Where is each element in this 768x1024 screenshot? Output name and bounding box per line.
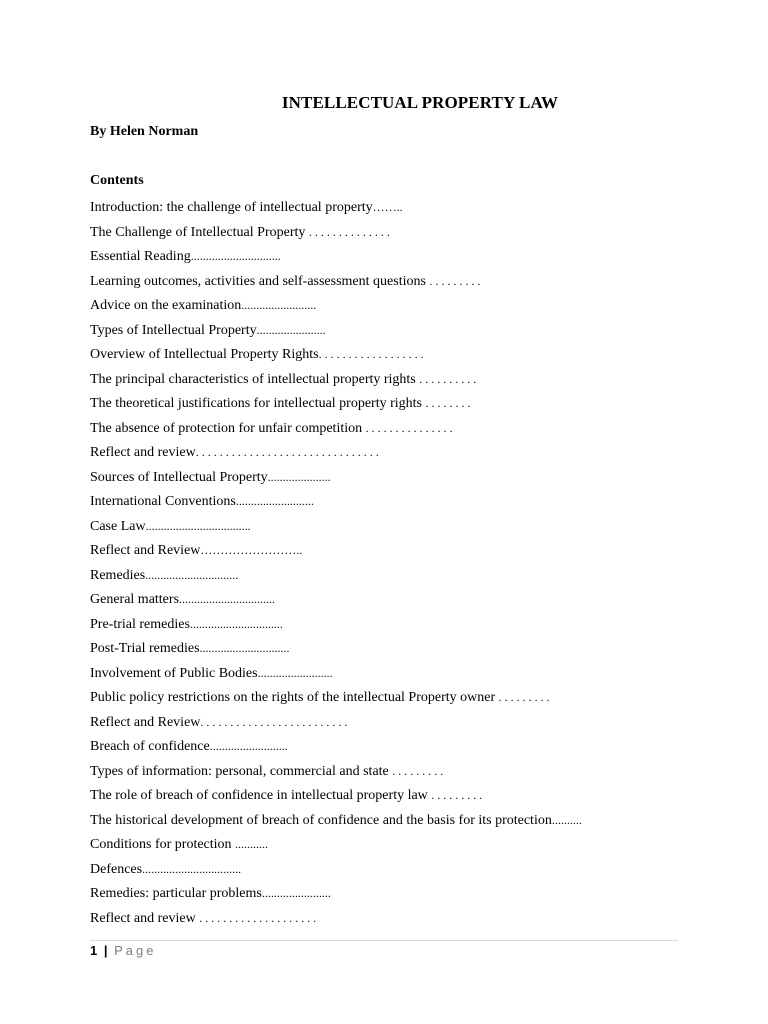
toc-entry[interactable] <box>90 759 582 784</box>
toc-entry-text: International Conventions <box>90 494 236 509</box>
toc-entry-leader: . . . . . . . . . . <box>419 371 477 386</box>
toc-entry-leader: ......................... <box>257 665 333 680</box>
toc-entry-text: Public policy restrictions on the rights of the intellectual Property owner <box>90 690 499 705</box>
toc-entry-leader: . . . . . . . . . . . . . . . . . . . . <box>199 910 317 925</box>
toc-entry[interactable] <box>90 710 582 735</box>
toc-entry[interactable] <box>90 783 582 808</box>
toc-entry-leader: .............................. <box>190 249 281 263</box>
toc-entry-text: Essential Reading <box>90 249 191 264</box>
toc-entry-text: The historical development of breach of confidence and the basis for its protection <box>90 812 552 828</box>
toc-entry-text: General matters <box>90 592 180 607</box>
toc-entry-leader: . . . . . . . . . . . . . . <box>308 224 390 239</box>
toc-entry[interactable] <box>90 881 582 906</box>
toc-entry[interactable] <box>90 906 582 931</box>
toc-entry-text: Pre-trial remedies <box>90 616 190 632</box>
toc-entry[interactable] <box>90 220 582 245</box>
toc-entry-leader: . . . . . . . . . <box>498 690 550 704</box>
toc-entry-text: Overview of Intellectual Property Rights <box>90 347 319 362</box>
toc-entry[interactable] <box>90 734 582 759</box>
toc-entry-leader: ................................... <box>145 518 251 533</box>
toc-entry-text: The role of breach of confidence in intellectual property law <box>90 788 432 803</box>
toc-entry[interactable] <box>90 563 582 588</box>
toc-entry-text: Types of information: personal, commercial and state <box>90 763 393 779</box>
toc-entry-leader: .............................. <box>199 641 290 655</box>
toc-entry-leader: ........... <box>235 837 269 851</box>
toc-entry-text: Remedies: particular problems <box>90 886 262 901</box>
toc-entry[interactable] <box>90 465 582 490</box>
toc-entry[interactable] <box>90 587 582 612</box>
toc-entry-text: The principal characteristics of intellectual property rights <box>90 371 420 387</box>
toc-entry-leader: . . . . . . . . . . . . . . . . . . . . . . . . . . . . . . . <box>195 445 379 459</box>
toc-entry-text: Case Law <box>90 518 146 534</box>
toc-entry-text: Conditions for protection <box>90 837 236 852</box>
toc-entry-text: Breach of confidence <box>90 739 210 754</box>
toc-entry-text: The absence of protection for unfair competition <box>90 420 366 436</box>
toc-entry[interactable] <box>90 612 582 637</box>
toc-entry-text: The Challenge of Intellectual Property <box>90 224 309 240</box>
toc-entry-text: Advice on the examination <box>90 298 242 313</box>
toc-entry-leader: ....................... <box>261 886 331 900</box>
toc-entry-leader: ............................... <box>189 616 283 631</box>
toc-entry-leader: …………………….. <box>200 543 303 557</box>
toc-entry-leader: ................................ <box>179 592 276 606</box>
toc-entry-text: Defences <box>90 861 143 877</box>
toc-entry-text: Learning outcomes, activities and self-assessment questions <box>90 273 430 289</box>
toc-entry-text: The theoretical justifications for intellectual property rights <box>90 396 426 411</box>
toc-entry-text: Introduction: the challenge of intellectual property <box>90 200 373 215</box>
toc-entry-leader: ......................... <box>241 298 317 312</box>
page-footer <box>90 943 157 958</box>
toc-entry[interactable] <box>90 269 582 294</box>
toc-entry[interactable] <box>90 514 582 539</box>
toc-entry-leader: ................................. <box>142 861 242 876</box>
toc-entry[interactable] <box>90 293 582 318</box>
toc-entry[interactable] <box>90 440 582 465</box>
toc-entry[interactable] <box>90 857 582 882</box>
toc-entry-text: Reflect and Review <box>90 714 201 730</box>
toc-entry[interactable] <box>90 538 582 563</box>
toc-entry-text: Reflect and Review <box>90 543 201 558</box>
page-number: 1 <box>90 943 98 958</box>
toc-entry-text: Post-Trial remedies <box>90 641 200 656</box>
toc-entry-text: Sources of Intellectual Property <box>90 469 268 485</box>
toc-entry-text: Types of Intellectual Property <box>90 322 257 338</box>
toc-entry[interactable] <box>90 808 582 833</box>
toc-entry-leader: .......... <box>551 812 582 827</box>
toc-entry-leader: . . . . . . . . . <box>392 763 444 778</box>
footer-separator: | <box>103 943 108 958</box>
toc-entry-leader: ..................... <box>267 469 331 484</box>
toc-entry-text: Reflect and review <box>90 910 200 926</box>
toc-entry[interactable] <box>90 661 582 686</box>
footer-divider <box>90 940 678 941</box>
toc-entry-leader: . . . . . . . . . <box>429 273 481 288</box>
document-author: By Helen Norman <box>90 124 199 139</box>
toc-entry[interactable] <box>90 195 582 220</box>
toc-entry-leader: . . . . . . . . . . . . . . . <box>365 420 453 435</box>
page-label: Page <box>114 943 157 958</box>
toc-entry-text: Reflect and review <box>90 445 196 460</box>
toc-entry-leader: . . . . . . . . . <box>431 788 483 802</box>
toc-entry[interactable] <box>90 489 582 514</box>
toc-entry-leader: ............................... <box>145 567 239 582</box>
toc-entry[interactable] <box>90 416 582 441</box>
toc-entry-text: Remedies <box>90 567 146 583</box>
toc-entry-leader: .......................... <box>209 739 288 753</box>
toc-entry-leader: ....................... <box>256 322 326 337</box>
toc-entry[interactable] <box>90 318 582 343</box>
toc-entry[interactable] <box>90 367 582 392</box>
document-title: INTELLECTUAL PROPERTY LAW <box>281 93 559 112</box>
contents-heading: Contents <box>90 173 144 188</box>
toc-entry[interactable] <box>90 391 582 416</box>
toc-entry[interactable] <box>90 636 582 661</box>
toc-entry[interactable] <box>90 342 582 367</box>
toc-entry-leader: . . . . . . . . . . . . . . . . . . <box>318 347 424 361</box>
toc-entry-leader: . . . . . . . . . . . . . . . . . . . . . . . . . <box>200 714 348 729</box>
toc-entry[interactable] <box>90 244 582 269</box>
table-of-contents <box>90 195 582 930</box>
toc-entry-leader: .......................... <box>235 494 314 508</box>
toc-entry[interactable] <box>90 832 582 857</box>
toc-entry-leader: . . . . . . . . <box>425 396 471 410</box>
toc-entry[interactable] <box>90 685 582 710</box>
toc-entry-text: Involvement of Public Bodies <box>90 665 258 681</box>
toc-entry-leader: …….. <box>372 200 403 214</box>
